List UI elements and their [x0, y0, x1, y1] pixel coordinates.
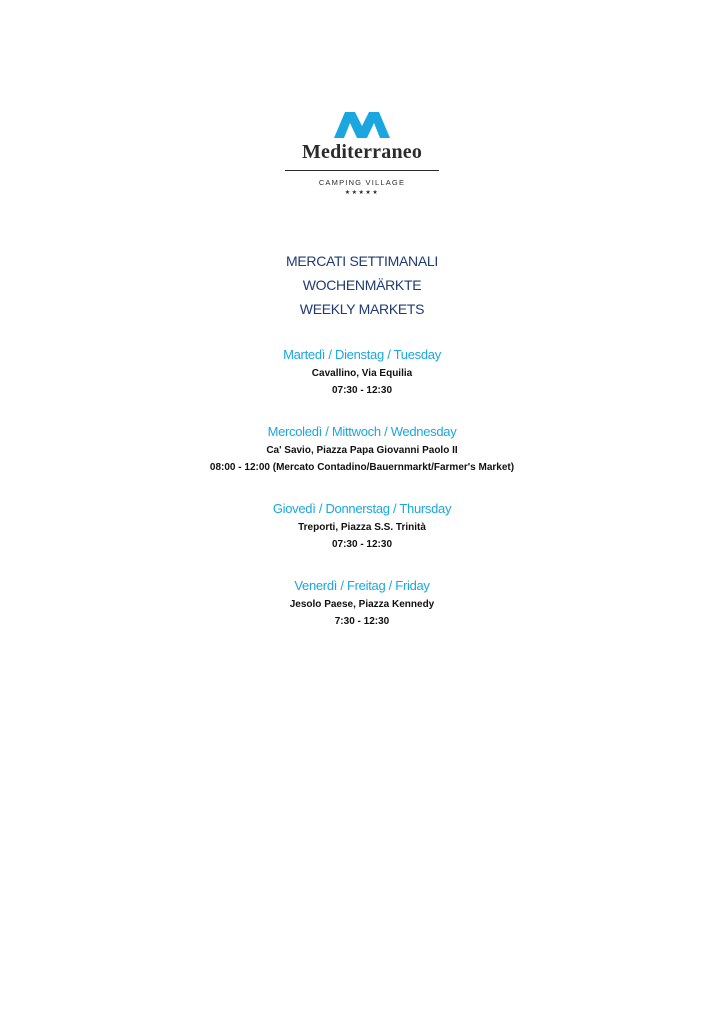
page-title [0, 249, 724, 321]
logo-stars: ★★★★★ [344, 190, 380, 196]
market-day: Venerdì / Freitag / Friday [294, 578, 430, 593]
logo-name: Mediterraneo [301, 141, 423, 163]
market-place: Cavallino, Via Equilia [311, 368, 413, 379]
logo-subtitle: CAMPING VILLAGE [318, 178, 406, 187]
market-place: Ca' Savio, Piazza Papa Giovanni Paolo II [266, 445, 458, 456]
market-place: Jesolo Paese, Piazza Kennedy [289, 599, 435, 610]
market-item-thursday [0, 499, 724, 553]
market-hours: 07:30 - 12:30 [331, 385, 393, 396]
markets-list [0, 345, 724, 653]
logo [0, 112, 724, 196]
market-item-tuesday [0, 345, 724, 399]
market-item-friday [0, 576, 724, 630]
mediterraneo-logo-icon [334, 112, 390, 138]
market-day: Mercoledì / Mittwoch / Wednesday [267, 424, 457, 439]
market-place: Treporti, Piazza S.S. Trinità [298, 522, 426, 533]
title-italian: MERCATI SETTIMANALI [286, 253, 438, 269]
logo-divider [285, 170, 439, 171]
market-hours: 7:30 - 12:30 [334, 616, 390, 627]
title-english: WEEKLY MARKETS [299, 301, 425, 317]
market-day: Martedì / Dienstag / Tuesday [283, 347, 441, 362]
market-day: Giovedì / Donnerstag / Thursday [272, 501, 452, 516]
title-german: WOCHENMÄRKTE [302, 277, 422, 293]
market-item-wednesday [0, 422, 724, 476]
market-hours: 07:30 - 12:30 [331, 539, 393, 550]
market-hours: 08:00 - 12:00 (Mercato Contadino/Bauernmarkt/Farmer's Market) [209, 462, 515, 473]
